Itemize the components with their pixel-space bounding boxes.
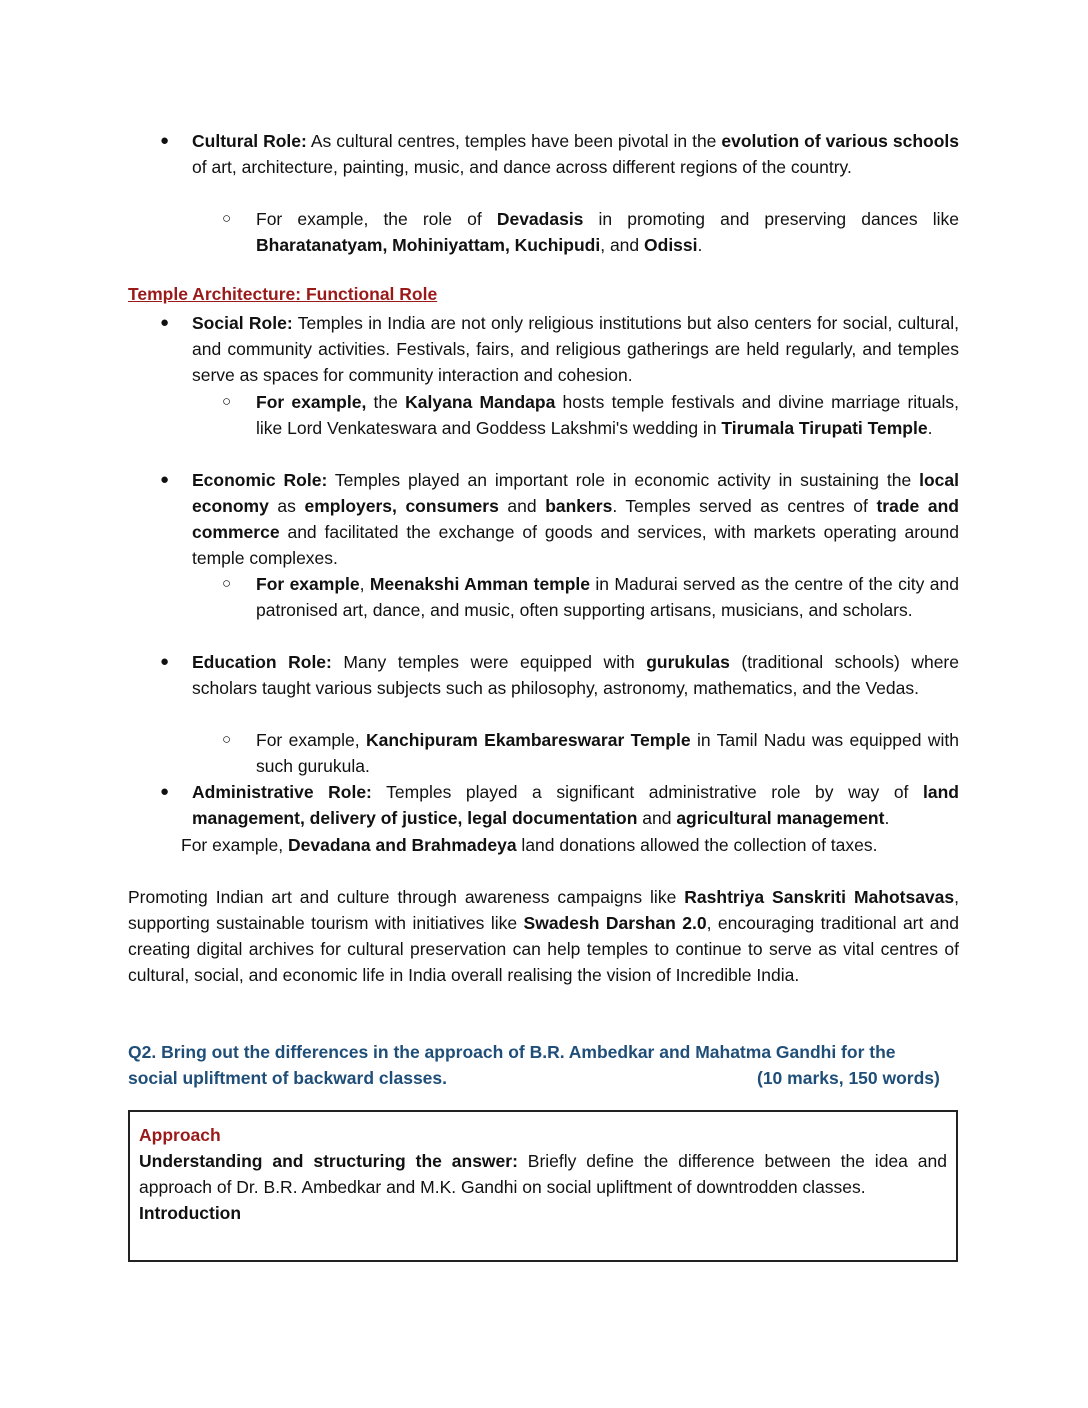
social-text-1: Temples in India are not only religious institutions but also centers for social, cultural, and community activities. Festivals, fairs, and religious gatherings are held regularly, and temples serve as spaces for community interaction and cohesion.: [192, 313, 959, 385]
social-example-text-2: hosts temple festivals and divine marriage rituals, like Lord Venkateswara and Goddess Lakshmi's wedding in: [256, 392, 960, 438]
bullet-icon: ●: [160, 314, 170, 331]
social-role-label: Social Role:: [192, 313, 293, 333]
economic-text-5: and facilitated the exchange of goods and services, with markets operating around temple complexes.: [192, 522, 959, 568]
administrative-bold-2: agricultural management: [676, 808, 885, 828]
conclusion-text-1: Promoting Indian art and culture through awareness campaigns like: [128, 887, 685, 907]
economic-bold-3: bankers: [545, 496, 613, 516]
education-text-1: Many temples were equipped with: [331, 652, 647, 672]
introduction-label: Introduction: [139, 1203, 242, 1223]
bullet-icon: ●: [160, 783, 170, 800]
cultural-example-bold-1: Devadasis: [496, 209, 584, 229]
conclusion-text-3: , encouraging traditional art and creating digital archives for cultural preservation can help temples to continue to serve as vital centres of cultural, social, and economic life in India overall realising the vision of Incredible India.: [128, 913, 959, 985]
administrative-example-text-2: land donations allowed the collection of taxes.: [516, 835, 878, 855]
cultural-bold-1: evolution of various schools: [721, 131, 959, 151]
administrative-bold-1: land management, delivery of justice, legal documentation: [192, 782, 959, 828]
economic-text-3: and: [498, 496, 546, 516]
social-role-item: [192, 310, 959, 388]
bullet-icon: ●: [160, 653, 170, 670]
approach-box: [128, 1110, 958, 1262]
education-role-label: Education Role:: [192, 652, 332, 672]
administrative-text-3: .: [884, 808, 890, 828]
administrative-role-item: [192, 779, 959, 831]
social-example-bold-2: Kalyana Mandapa: [405, 392, 556, 412]
understanding-label: Understanding and structuring the answer:: [139, 1151, 518, 1171]
question-marks: (10 marks, 150 words): [757, 1068, 940, 1088]
sub-bullet-icon: ○: [222, 731, 232, 748]
economic-bold-1: local economy: [192, 470, 959, 516]
sub-bullet-icon: ○: [222, 575, 232, 592]
economic-text-1: Temples played an important role in economic activity in sustaining the: [327, 470, 920, 490]
economic-bold-4: trade and commerce: [192, 496, 959, 542]
section-heading: [128, 284, 437, 305]
section-heading-text: Temple Architecture: Functional Role: [128, 284, 438, 304]
education-text-2: (traditional schools) where scholars taught various subjects such as philosophy, astronomy, mathematics, and the Vedas.: [192, 652, 959, 698]
administrative-role-label: Administrative Role:: [192, 782, 372, 802]
conclusion-paragraph: [128, 884, 959, 988]
economic-role-item: [192, 467, 959, 571]
economic-example: [256, 571, 959, 623]
cultural-example-text-1: For example, the role of: [256, 209, 497, 229]
cultural-text-1: As cultural centres, temples have been pivotal in the: [306, 131, 722, 151]
social-example-bold-3: Tirumala Tirupati Temple: [721, 418, 928, 438]
economic-example-bold-1: For example: [256, 574, 360, 594]
cultural-example-bold-2: Bharatanatyam, Mohiniyattam, Kuchipudi: [256, 235, 601, 255]
sub-bullet-icon: ○: [222, 210, 232, 227]
cultural-example-text-3: , and: [600, 235, 645, 255]
conclusion-bold-1: Rashtriya Sanskriti Mahotsavas: [684, 887, 955, 907]
administrative-example: [181, 832, 959, 858]
education-bold-1: gurukulas: [646, 652, 730, 672]
approach-content: [139, 1122, 947, 1226]
question-line-1: Q2. Bring out the differences in the approach of B.R. Ambedkar and Mahatma Gandhi for the: [128, 1042, 896, 1062]
understanding-text: Briefly define the difference between the idea and approach of Dr. B.R. Ambedkar and M.K. Gandhi on social upliftment of downtrodden classes.: [139, 1151, 947, 1197]
economic-example-bold-2: Meenakshi Amman temple: [369, 574, 591, 594]
economic-example-text-2: in Madurai served as the centre of the city and patronised art, dance, and music, often supporting artisans, musicians, and scholars.: [256, 574, 959, 620]
administrative-text-1: Temples played a significant administrative role by way of: [371, 782, 923, 802]
education-example-text-2: in Tamil Nadu was equipped with such gurukula.: [256, 730, 959, 776]
bullet-icon: ●: [160, 471, 170, 488]
cultural-example-text-4: .: [697, 235, 703, 255]
cultural-example-text-2: in promoting and preserving dances like: [583, 209, 959, 229]
administrative-example-bold-1: Devadana and Brahmadeya: [287, 835, 517, 855]
bullet-icon: ●: [160, 132, 170, 149]
cultural-role-item: [192, 128, 959, 180]
education-role-item: [192, 649, 959, 701]
economic-bold-2: employers, consumers: [304, 496, 499, 516]
cultural-role-label: Cultural Role:: [192, 131, 307, 151]
social-example-bold-1: For example,: [256, 392, 367, 412]
cultural-example-bold-3: Odissi: [644, 235, 698, 255]
economic-text-2: as: [268, 496, 305, 516]
conclusion-text-2: , supporting sustainable tourism with initiatives like: [128, 887, 959, 933]
economic-text-4: . Temples served as centres of: [612, 496, 877, 516]
approach-title: Approach: [139, 1125, 221, 1145]
cultural-text-2: of art, architecture, painting, music, and dance across different regions of the country.: [192, 157, 852, 177]
cultural-example: [256, 206, 959, 258]
education-example: [256, 727, 959, 779]
administrative-example-text-1: For example,: [181, 835, 288, 855]
economic-role-label: Economic Role:: [192, 470, 328, 490]
question-line-2: social upliftment of backward classes.: [128, 1068, 447, 1088]
sub-bullet-icon: ○: [222, 393, 232, 410]
social-example-text-3: .: [927, 418, 933, 438]
social-example-text-1: the: [366, 392, 406, 412]
administrative-text-2: and: [637, 808, 677, 828]
education-example-bold-1: Kanchipuram Ekambareswarar Temple: [365, 730, 691, 750]
conclusion-bold-2: Swadesh Darshan 2.0: [523, 913, 707, 933]
education-example-text-1: For example,: [256, 730, 366, 750]
social-example: [256, 389, 959, 441]
economic-example-text-1: ,: [359, 574, 370, 594]
